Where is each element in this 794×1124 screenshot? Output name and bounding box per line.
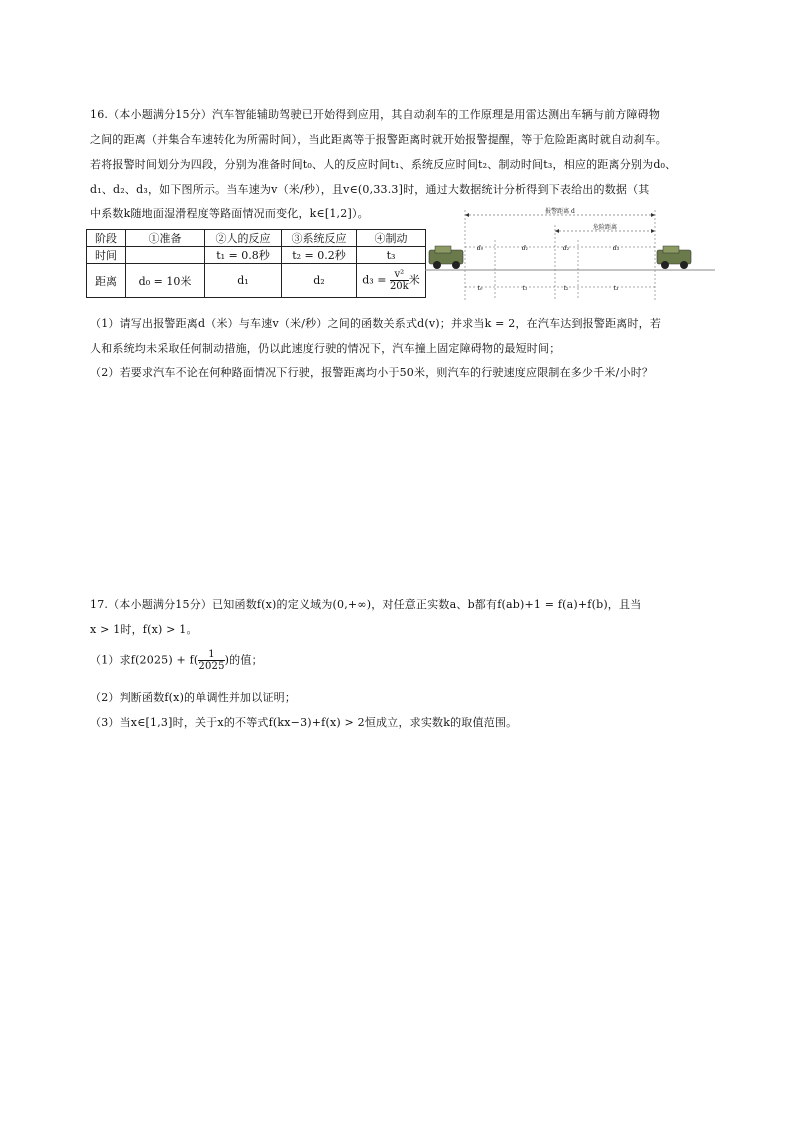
d3-lhs: d₃ = [362,273,390,287]
table-header-cell: ②人的反应 [205,230,282,247]
q16-line-5: 中系数k随地面湿滑程度等路面情况而变化，k∈[1,2]）。 [90,207,369,220]
q16-line-3: 若将报警时间划分为四段，分别为准备时间t₀、人的反应时间t₁、系统反应时间t₂、制动时间t₃，相应的距离分别为d₀、 [90,158,677,171]
d2-label: d₂ [562,245,570,252]
table-cell: t₃ [357,247,426,264]
q16-line-1: 16.（本小题满分15分）汽车智能辅助驾驶已开始得到应用，其自动刹车的工作原理是用雷达测出车辆与前方障碍物 [90,108,661,121]
d1-label: d₁ [521,245,529,252]
table-cell: t₂ = 0.2秒 [282,247,357,264]
table-header-cell: ④制动 [357,230,426,247]
d3-denominator: 20k [389,281,409,292]
q16-line-4: d₁、d₂、d₃，如下图所示。当车速为v（米/秒），且v∈(0,33.3]时，通过大数据统计分析得到下表给出的数据（其 [90,183,650,196]
table-cell: 距离 [87,264,126,298]
table-row [87,264,426,298]
table-cell [126,247,205,264]
q17-part3: （3）当x∈[1,3]时，关于x的不等式f(kx−3)+f(x) > 2恒成立，求实数k的取值范围。 [90,716,518,729]
q16-part2: （2）若要求汽车不论在何种路面情况下行驶，报警距离均小于50米，则汽车的行驶速度应限制在多少千米/小时？ [90,366,654,379]
d3-numerator: v² [390,269,409,281]
car-icon [429,246,463,269]
danger-distance-label: 危险距离 [592,224,618,231]
q17-part1-numerator: 1 [198,649,224,661]
table-row [87,230,426,247]
alarm-distance-label: 报警距离 d [545,208,575,215]
t3-label: t₃ [613,285,619,292]
q16-line-2: 之间的距离（并集合车速转化为所需时间），当此距离等于报警距离时就开始报警提醒，等于危险距离时就自动刹车。 [90,133,667,146]
table-header-cell: ①准备 [126,230,205,247]
table-cell: 时间 [87,247,126,264]
q17-part1-prefix: （1）求f(2025) + f( [90,653,199,667]
table-cell: d₁ [205,264,282,298]
table-row [87,247,426,264]
q17-part1-fraction [198,649,224,672]
table-cell-d3 [357,264,426,298]
table-cell: t₁ = 0.8秒 [205,247,282,264]
q17-part2: （2）判断函数f(x)的单调性并加以证明； [90,691,297,704]
table-cell: d₂ [282,264,357,298]
q17-part1-suffix: )的值； [224,653,263,667]
table-header-cell: 阶段 [87,230,126,247]
q16-part1-line-1: （1）请写出报警距离d（米）与车速v（米/秒）之间的函数关系式d(v)；并求当k = 2，在汽车达到报警距离时，若 [90,317,662,330]
d3-unit: 米 [408,273,420,287]
t2-label: t₂ [563,285,569,292]
q17-part1 [90,649,263,672]
q17-line-2: x > 1时，f(x) > 1。 [90,623,198,636]
d0-label: d₀ [476,245,484,252]
q16-part1-line-2: 人和系统均未采取任何制动措施，仍以此速度行驶的情况下，汽车撞上固定障碍物的最短时间； [90,342,561,355]
car-icon [657,246,691,269]
d3-label: d₃ [612,245,620,252]
table-cell: d₀ = 10米 [126,264,205,298]
braking-distance-diagram [425,200,715,305]
q17-line-1: 17.（本小题满分15分）已知函数f(x)的定义域为(0,+∞)，对任意正实数a、b都有f(ab)+1 = f(a)+f(b)，且当 [90,598,642,611]
t0-label: t₀ [477,285,483,292]
table-header-cell: ③系统反应 [282,230,357,247]
t1-label: t₁ [522,285,528,292]
q17-part1-denominator: 2025 [198,661,225,672]
stage-table [86,229,426,298]
d3-fraction [390,269,409,292]
